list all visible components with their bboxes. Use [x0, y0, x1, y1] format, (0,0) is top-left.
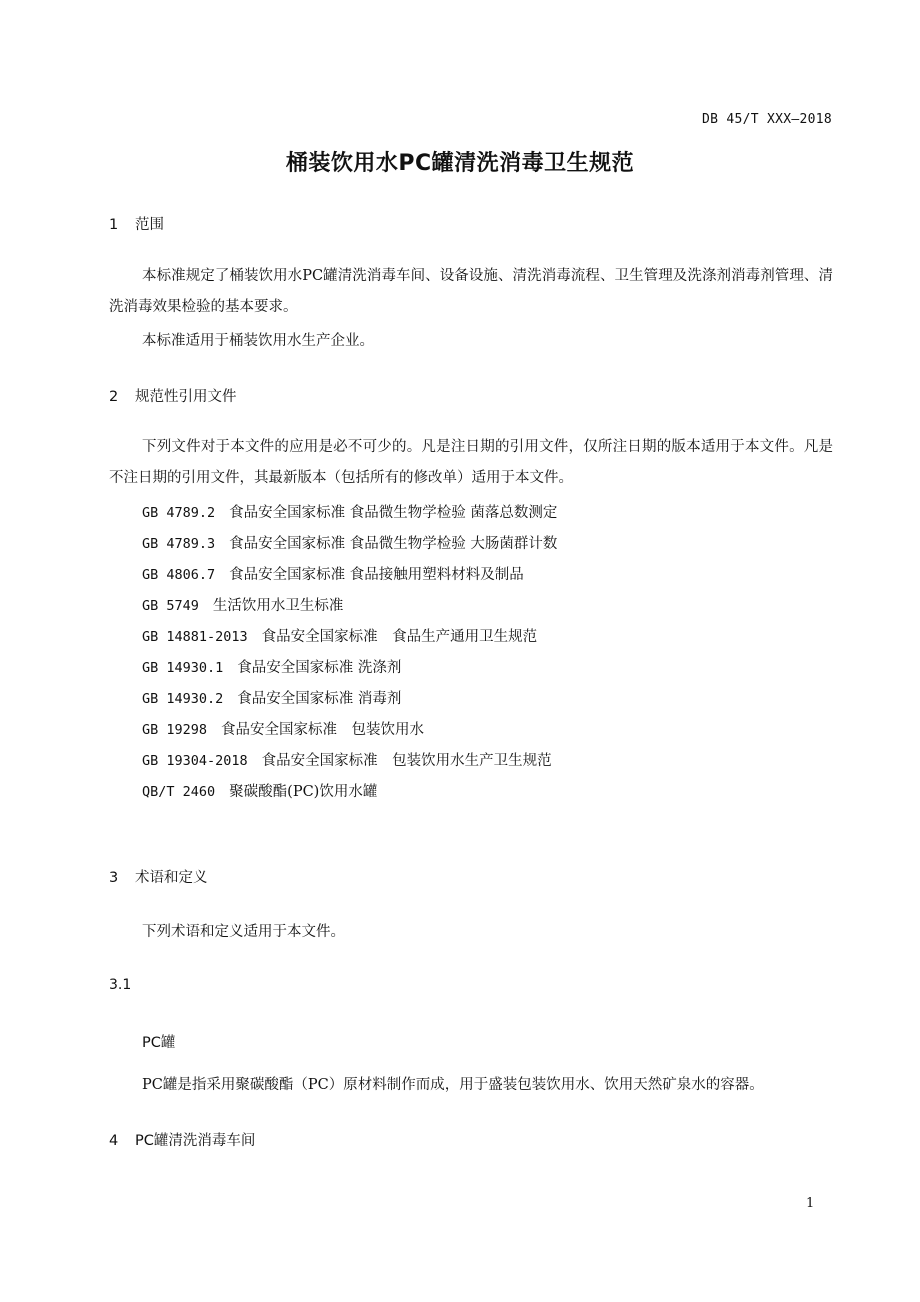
section-2-heading	[109, 385, 237, 406]
reference-code: GB 5749	[142, 598, 199, 614]
reference-item	[142, 625, 537, 646]
reference-title: 食品安全国家标准 包装饮用水	[221, 722, 425, 738]
reference-title: 食品安全国家标准 食品生产通用卫生规范	[261, 629, 538, 645]
section-number: 1	[109, 217, 119, 233]
subsection-number: 3.1	[109, 977, 132, 993]
reference-item	[142, 687, 401, 708]
term-definition: PC罐是指采用聚碳酸酯（PC）原材料制作而成，用于盛装包装饮用水、饮用天然矿泉水的容器。	[142, 1077, 764, 1093]
reference-code: GB 14930.1	[142, 660, 224, 676]
section-1-heading	[109, 213, 164, 234]
reference-item	[142, 501, 557, 522]
section-number: 2	[109, 389, 119, 405]
term-name: PC罐	[142, 1035, 176, 1051]
section-4-heading	[109, 1129, 255, 1150]
reference-item	[142, 594, 343, 615]
reference-title: 食品安全国家标准 包装饮用水生产卫生规范	[261, 753, 552, 769]
section-3-heading	[109, 866, 208, 887]
section-title: 术语和定义	[135, 870, 208, 886]
page-number: 1	[806, 1196, 815, 1211]
section-title: 范围	[135, 217, 164, 233]
reference-item	[142, 780, 377, 801]
scope-paragraph: 本标准规定了桶装饮用水PC罐清洗消毒车间、设备设施、清洗消毒流程、卫生管理及洗涤剂消毒剂管理、清洗消毒效果检验的基本要求。	[109, 268, 833, 315]
reference-item	[142, 563, 524, 584]
references-intro: 下列文件对于本文件的应用是必不可少的。凡是注日期的引用文件，仅所注日期的版本适用于本文件。凡是不注日期的引用文件，其最新版本（包括所有的修改单）适用于本文件。	[109, 439, 833, 486]
reference-code: GB 14881-2013	[142, 629, 248, 645]
reference-code: GB 4789.3	[142, 536, 216, 552]
reference-code: GB 4789.2	[142, 505, 216, 521]
reference-title: 食品安全国家标准 食品微生物学检验 大肠菌群计数	[229, 536, 558, 552]
section-number: 4	[109, 1133, 119, 1149]
reference-title: 聚碳酸酯(PC)饮用水罐	[229, 784, 378, 800]
reference-code: QB/T 2460	[142, 784, 216, 800]
reference-item	[142, 749, 552, 770]
section-title: PC罐清洗消毒车间	[135, 1133, 256, 1149]
reference-title: 食品安全国家标准 洗涤剂	[237, 660, 402, 676]
scope-applicability: 本标准适用于桶装饮用水生产企业。	[142, 333, 374, 349]
reference-title: 食品安全国家标准 食品接触用塑料材料及制品	[229, 567, 524, 583]
terms-intro: 下列术语和定义适用于本文件。	[142, 924, 345, 940]
document-title: 桶装饮用水PC罐清洗消毒卫生规范	[285, 151, 635, 176]
reference-title: 食品安全国家标准 食品微生物学检验 菌落总数测定	[229, 505, 558, 521]
section-title: 规范性引用文件	[135, 389, 237, 405]
reference-title: 生活饮用水卫生标准	[212, 598, 344, 614]
reference-code: GB 4806.7	[142, 567, 216, 583]
reference-item	[142, 656, 401, 677]
reference-item	[142, 718, 424, 739]
reference-title: 食品安全国家标准 消毒剂	[237, 691, 402, 707]
reference-item	[142, 532, 557, 553]
reference-code: GB 19298	[142, 722, 208, 738]
section-number: 3	[109, 870, 119, 886]
reference-code: GB 19304-2018	[142, 753, 248, 769]
reference-code: GB 14930.2	[142, 691, 224, 707]
document-number: DB 45/T XXX—2018	[701, 112, 832, 127]
